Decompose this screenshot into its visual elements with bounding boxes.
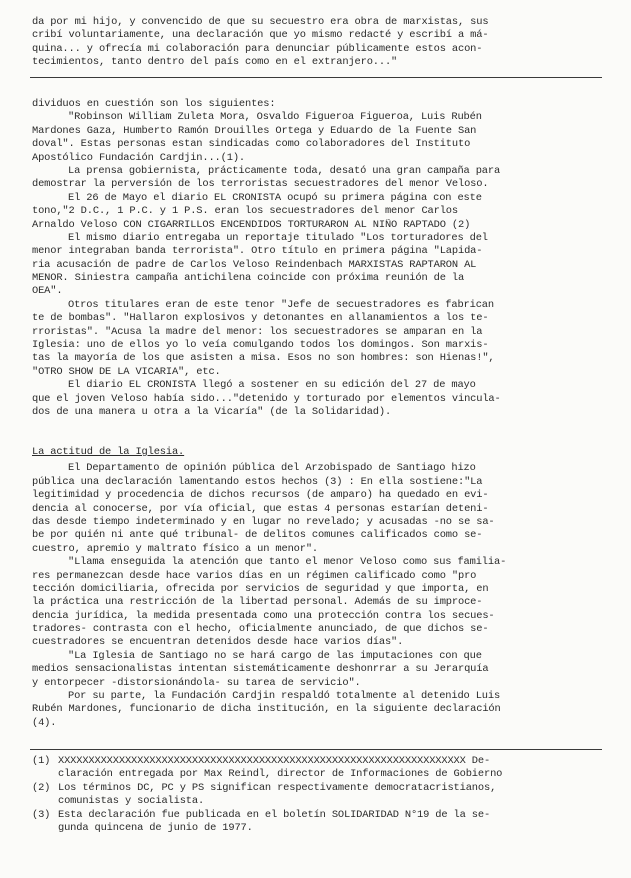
text-line: dencia jurídica, la medida presentada como una protección contra los secues- <box>32 609 495 622</box>
text-line: (4). <box>32 716 57 729</box>
text-line: Otros titulares eran de este tenor "Jefe de secuestradores es fabrican <box>68 298 494 311</box>
footnote-line <box>32 782 602 795</box>
paragraph <box>32 556 602 650</box>
text-line: res permanezcan desde hace varios días en un régimen calificado como "pro <box>32 569 477 582</box>
text-line: Rubén Mardones, funcionario de dicha institución, en la siguiente declaración <box>32 703 501 716</box>
paragraph <box>32 232 602 299</box>
text-line: la práctica una restricción de la libertad personal. Además de su improce- <box>32 596 483 609</box>
text-line: Por su parte, la Fundación Cardjin respaldó totalmente al detenido Luis <box>68 690 501 703</box>
text-line: medios sensacionalistas intentan sistemáticamente deshonrrar a su Jerarquía <box>32 663 489 676</box>
text-line: dencia al conocerse, por vía oficial, que estas 4 personas estarían deteni- <box>32 502 489 515</box>
footnote <box>32 755 602 782</box>
text-line: El diario EL CRONISTA llegó a sostener en su edición del 27 de mayo <box>68 379 476 392</box>
text-line: cuestro, apremio y maltrato físico a un menor". <box>32 542 319 555</box>
text-line: "Robinson William Zuleta Mora, Osvaldo Figueroa Figueroa, Luis Rubén <box>68 111 482 124</box>
text-line: "Llama enseguida la atención que tanto el menor Veloso como sus familia- <box>68 556 507 569</box>
footnote-line <box>32 795 602 808</box>
footnote-line <box>32 755 602 768</box>
text-line: Iglesia: uno de ellos yo lo veía comulgando todos los domingos. Son marxis- <box>32 339 489 352</box>
footnote-number: (2) <box>32 781 51 794</box>
text-line: das desde tiempo indeterminado y en lugar no revelado; y acusadas -no se sa- <box>32 515 495 528</box>
paragraph <box>32 165 602 192</box>
paragraph <box>32 111 602 165</box>
footnote-text: Esta declaración fue publicada en el boletín SOLIDARIDAD N°19 de la se- <box>58 808 491 821</box>
text-line: MENOR. Siniestra campaña antichilena coincide con próxima reunión de la <box>32 272 465 285</box>
paragraph <box>32 650 602 690</box>
text-line: Apostólico Fundación Cardjin...(1). <box>32 151 245 164</box>
text-line: demostrar la perversión de los terroristas secuestradores del menor Veloso. <box>32 178 489 191</box>
footnote <box>32 809 602 836</box>
text-line: doval". Estas personas estan sindicadas como colaboradores del Instituto <box>32 138 471 151</box>
paragraph <box>32 690 602 730</box>
text-line: da por mi hijo, y convencido de que su secuestro era obra de marxistas, sus <box>32 16 489 28</box>
footnote-line <box>32 809 602 822</box>
text-line: El Departamento de opinión pública del Arzobispado de Santiago hizo <box>68 462 476 475</box>
text-line: y entorpecer -distorsionándola- su tarea de servicio". <box>32 676 361 689</box>
footnote-text: XXXXXXXXXXXXXXXXXXXXXXXXXXXXXXXXXXXXXXXXXXXXXXXXXXXXXXXXXXXXXXXXXXX De- <box>58 755 491 767</box>
text-line: rroristas". "Acusa la madre del menor: los secuestradores se amparan en la <box>32 325 483 338</box>
text-line: OEA". <box>32 285 63 298</box>
text-line: te de bombas". "Hallaron explosivos y detonantes en allanamientos a los te- <box>32 312 489 325</box>
paragraph <box>32 379 602 419</box>
text-line: ria acusación de padre de Carlos Veloso Reindenbach MARXISTAS RAPTARON AL <box>32 258 477 271</box>
text-line: La prensa gobiernista, prácticamente toda, desató una gran campaña para <box>68 164 501 177</box>
footnote-text: claración entregada por Max Reindl, director de Informaciones de Gobierno <box>58 768 503 781</box>
text-line: menor integraban banda terrorista". Otro título en primera página "Lapida- <box>32 245 483 258</box>
text-line: Mardones Gaza, Humberto Ramón Drouilles Ortega y Eduardo de la Fuente San <box>32 124 477 137</box>
footnote-line <box>32 768 602 781</box>
footnote <box>32 782 602 809</box>
paragraph <box>32 299 602 379</box>
footnote-text: comunistas y socialista. <box>58 795 205 808</box>
text-line: be por quién ni ante qué tribunal- de delitos comunes calificados como se- <box>32 529 483 542</box>
text-line: legitimidad y procedencia de dichos recursos (de amparo) ha quedado en evi- <box>32 489 489 502</box>
text-line: que el joven Veloso había sido..."detenido y torturado por elementos vincula- <box>32 392 501 405</box>
text-line: El 26 de Mayo el diario EL CRONISTA ocupó su primera página con este <box>68 191 482 204</box>
text-line: "La Iglesia de Santiago no se hará cargo de las imputaciones con que <box>68 649 482 662</box>
text-line: dos de una manera u otra a la Vicaría" (de la Solidaridad). <box>32 405 392 418</box>
text-line: cribí voluntariamente, una declaración que yo mismo redacté y escribí a má- <box>32 29 489 42</box>
footnote-text: Los términos DC, PC y PS significan respectivamente democratacristianos, <box>58 781 497 794</box>
footnote-rule <box>30 749 602 750</box>
section-heading: La actitud de la Iglesia. <box>32 446 185 458</box>
section-paragraphs <box>32 462 602 730</box>
footnote-line <box>32 822 602 835</box>
text-line: tas la mayoría de los que asisten a misa. Esos no son hombres: son Hienas!", <box>32 352 495 365</box>
text-line: tono,"2 D.C., 1 P.C. y 1 P.S. eran los secuestradores del menor Carlos <box>32 205 458 218</box>
paragraph <box>32 192 602 232</box>
paragraph <box>32 462 602 556</box>
text-line: tradores- contrasta con el hecho, oficialmente anunciado, de que dichos se- <box>32 623 489 636</box>
footnotes <box>32 755 602 835</box>
text-line: quina... y ofrecía mi colaboración para denunciar públicamente estos acon- <box>32 42 483 55</box>
footnote-text: gunda quincena de junio de 1977. <box>58 821 253 834</box>
footnote-number: (3) <box>32 808 51 821</box>
text-line: cuestradores se encuentran detenidos desde hace varios días". <box>32 636 404 649</box>
text-line: dividuos en cuestión son los siguientes: <box>32 98 276 110</box>
text-line: "OTRO SHOW DE LA VICARIA", etc. <box>32 365 221 378</box>
text-line: El mismo diario entregaba un reportaje titulado "Los torturadores del <box>68 231 488 244</box>
body-text <box>32 98 602 419</box>
text-line: tección domiciliaria, ofrecida por servicios de seguridad y que importa, en <box>32 582 489 595</box>
intro-quote <box>32 16 602 70</box>
footnote-number: (1) <box>32 755 51 767</box>
text-line: pública una declaración lamentando estos hechos (3) : En ella sostiene:"La <box>32 475 483 488</box>
paragraph <box>32 98 602 111</box>
text-line: Arnaldo Veloso CON CIGARRILLOS ENCENDIDOS TORTURARON AL NIÑO RAPTADO (2) <box>32 218 471 231</box>
top-rule <box>30 77 602 78</box>
text-line: tecimientos, tanto dentro del país como en el extranjero..." <box>32 56 398 69</box>
church-section <box>32 446 602 730</box>
